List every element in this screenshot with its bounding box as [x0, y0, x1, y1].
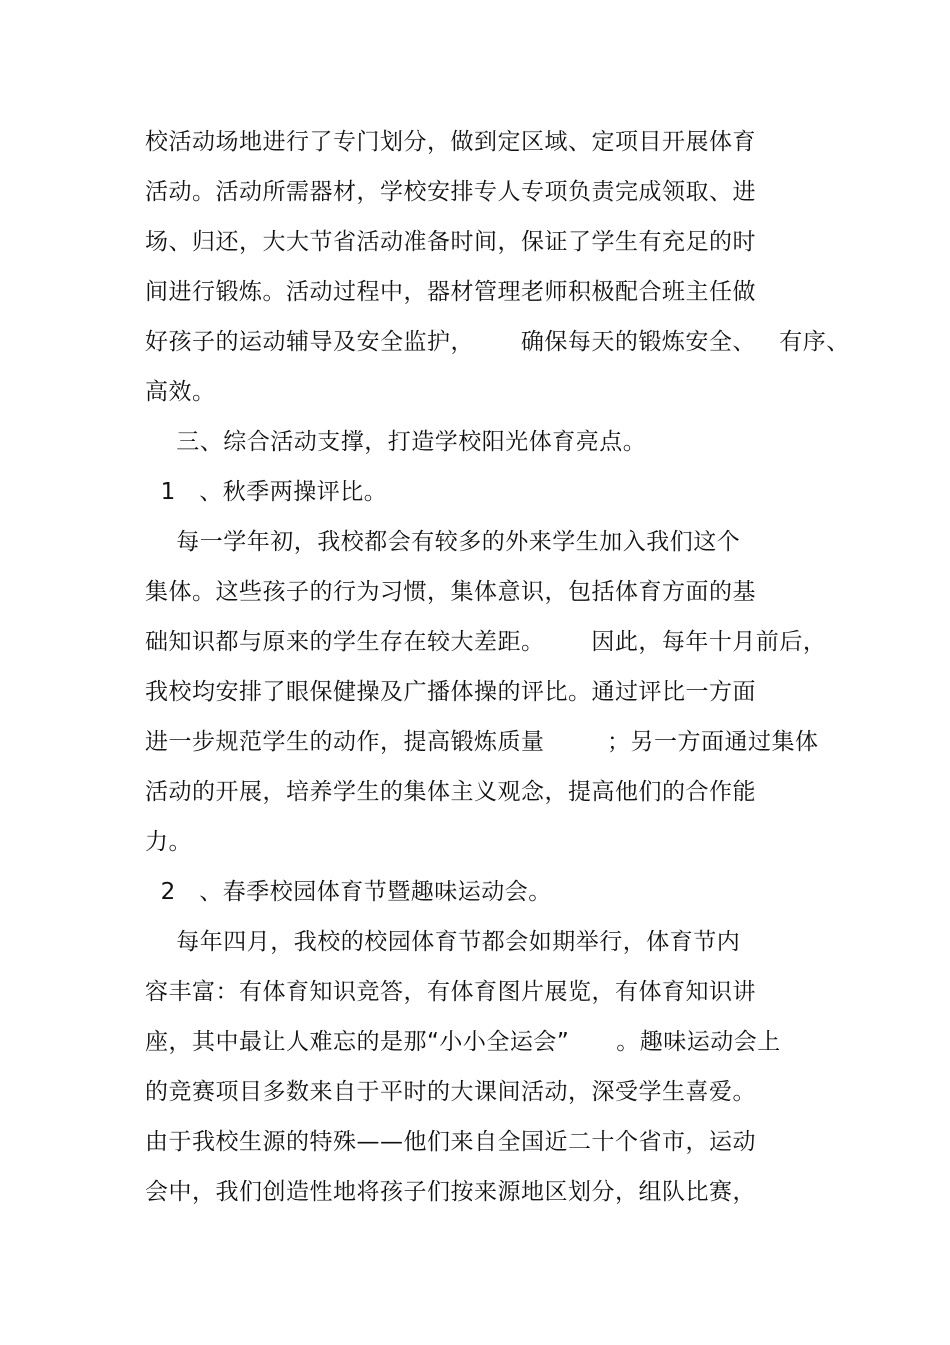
- text-line: 活动。活动所需器材，学校安排专人专项负责完成领取、进: [145, 179, 756, 205]
- text-line: 集体。这些孩子的行为习惯，集体意识，包括体育方面的基: [145, 579, 756, 605]
- text-line: 座，其中最让人难忘的是那“小小全运会” 。趣味运动会上: [145, 1029, 781, 1055]
- text-line: 高效。: [145, 379, 216, 405]
- subsection-heading: 1 、秋季两操评比。: [145, 479, 388, 505]
- subsection-heading: 2 、春季校园体育节暨趣味运动会。: [145, 879, 552, 905]
- text-line: 由于我校生源的特殊——他们来自全国近二十个省市，运动: [145, 1129, 756, 1155]
- text-line: 进一步规范学生的动作，提高锻炼质量 ；另一方面通过集体: [145, 729, 819, 755]
- section-heading: 三、综合活动支撑，打造学校阳光体育亮点。: [145, 429, 647, 455]
- text-line: 间进行锻炼。活动过程中，器材管理老师积极配合班主任做: [145, 279, 756, 305]
- text-line: 校活动场地进行了专门划分，做到定区域、定项目开展体育: [145, 129, 756, 155]
- text-line: 会中，我们创造性地将孩子们按来源地区划分，组队比赛，: [145, 1179, 756, 1205]
- text-line: 力。: [145, 829, 192, 855]
- text-line: 容丰富：有体育知识竞答，有体育图片展览，有体育知识讲: [145, 979, 756, 1005]
- text-line: 我校均安排了眼保健操及广播体操的评比。通过评比一方面: [145, 679, 756, 705]
- text-line: 础知识都与原来的学生存在较大差距。 因此，每年十月前后，: [145, 629, 827, 655]
- text-line: 每年四月，我校的校园体育节都会如期举行，体育节内: [145, 929, 741, 955]
- text-line: 活动的开展，培养学生的集体主义观念，提高他们的合作能: [145, 779, 756, 805]
- text-line: 每一学年初，我校都会有较多的外来学生加入我们这个: [145, 529, 741, 555]
- text-line: 好孩子的运动辅导及安全监护， 确保每天的锻炼安全、 有序、: [145, 329, 850, 355]
- text-line: 场、归还，大大节省活动准备时间，保证了学生有充足的时: [145, 229, 756, 255]
- text-line: 的竞赛项目多数来自于平时的大课间活动，深受学生喜爱。: [145, 1079, 756, 1105]
